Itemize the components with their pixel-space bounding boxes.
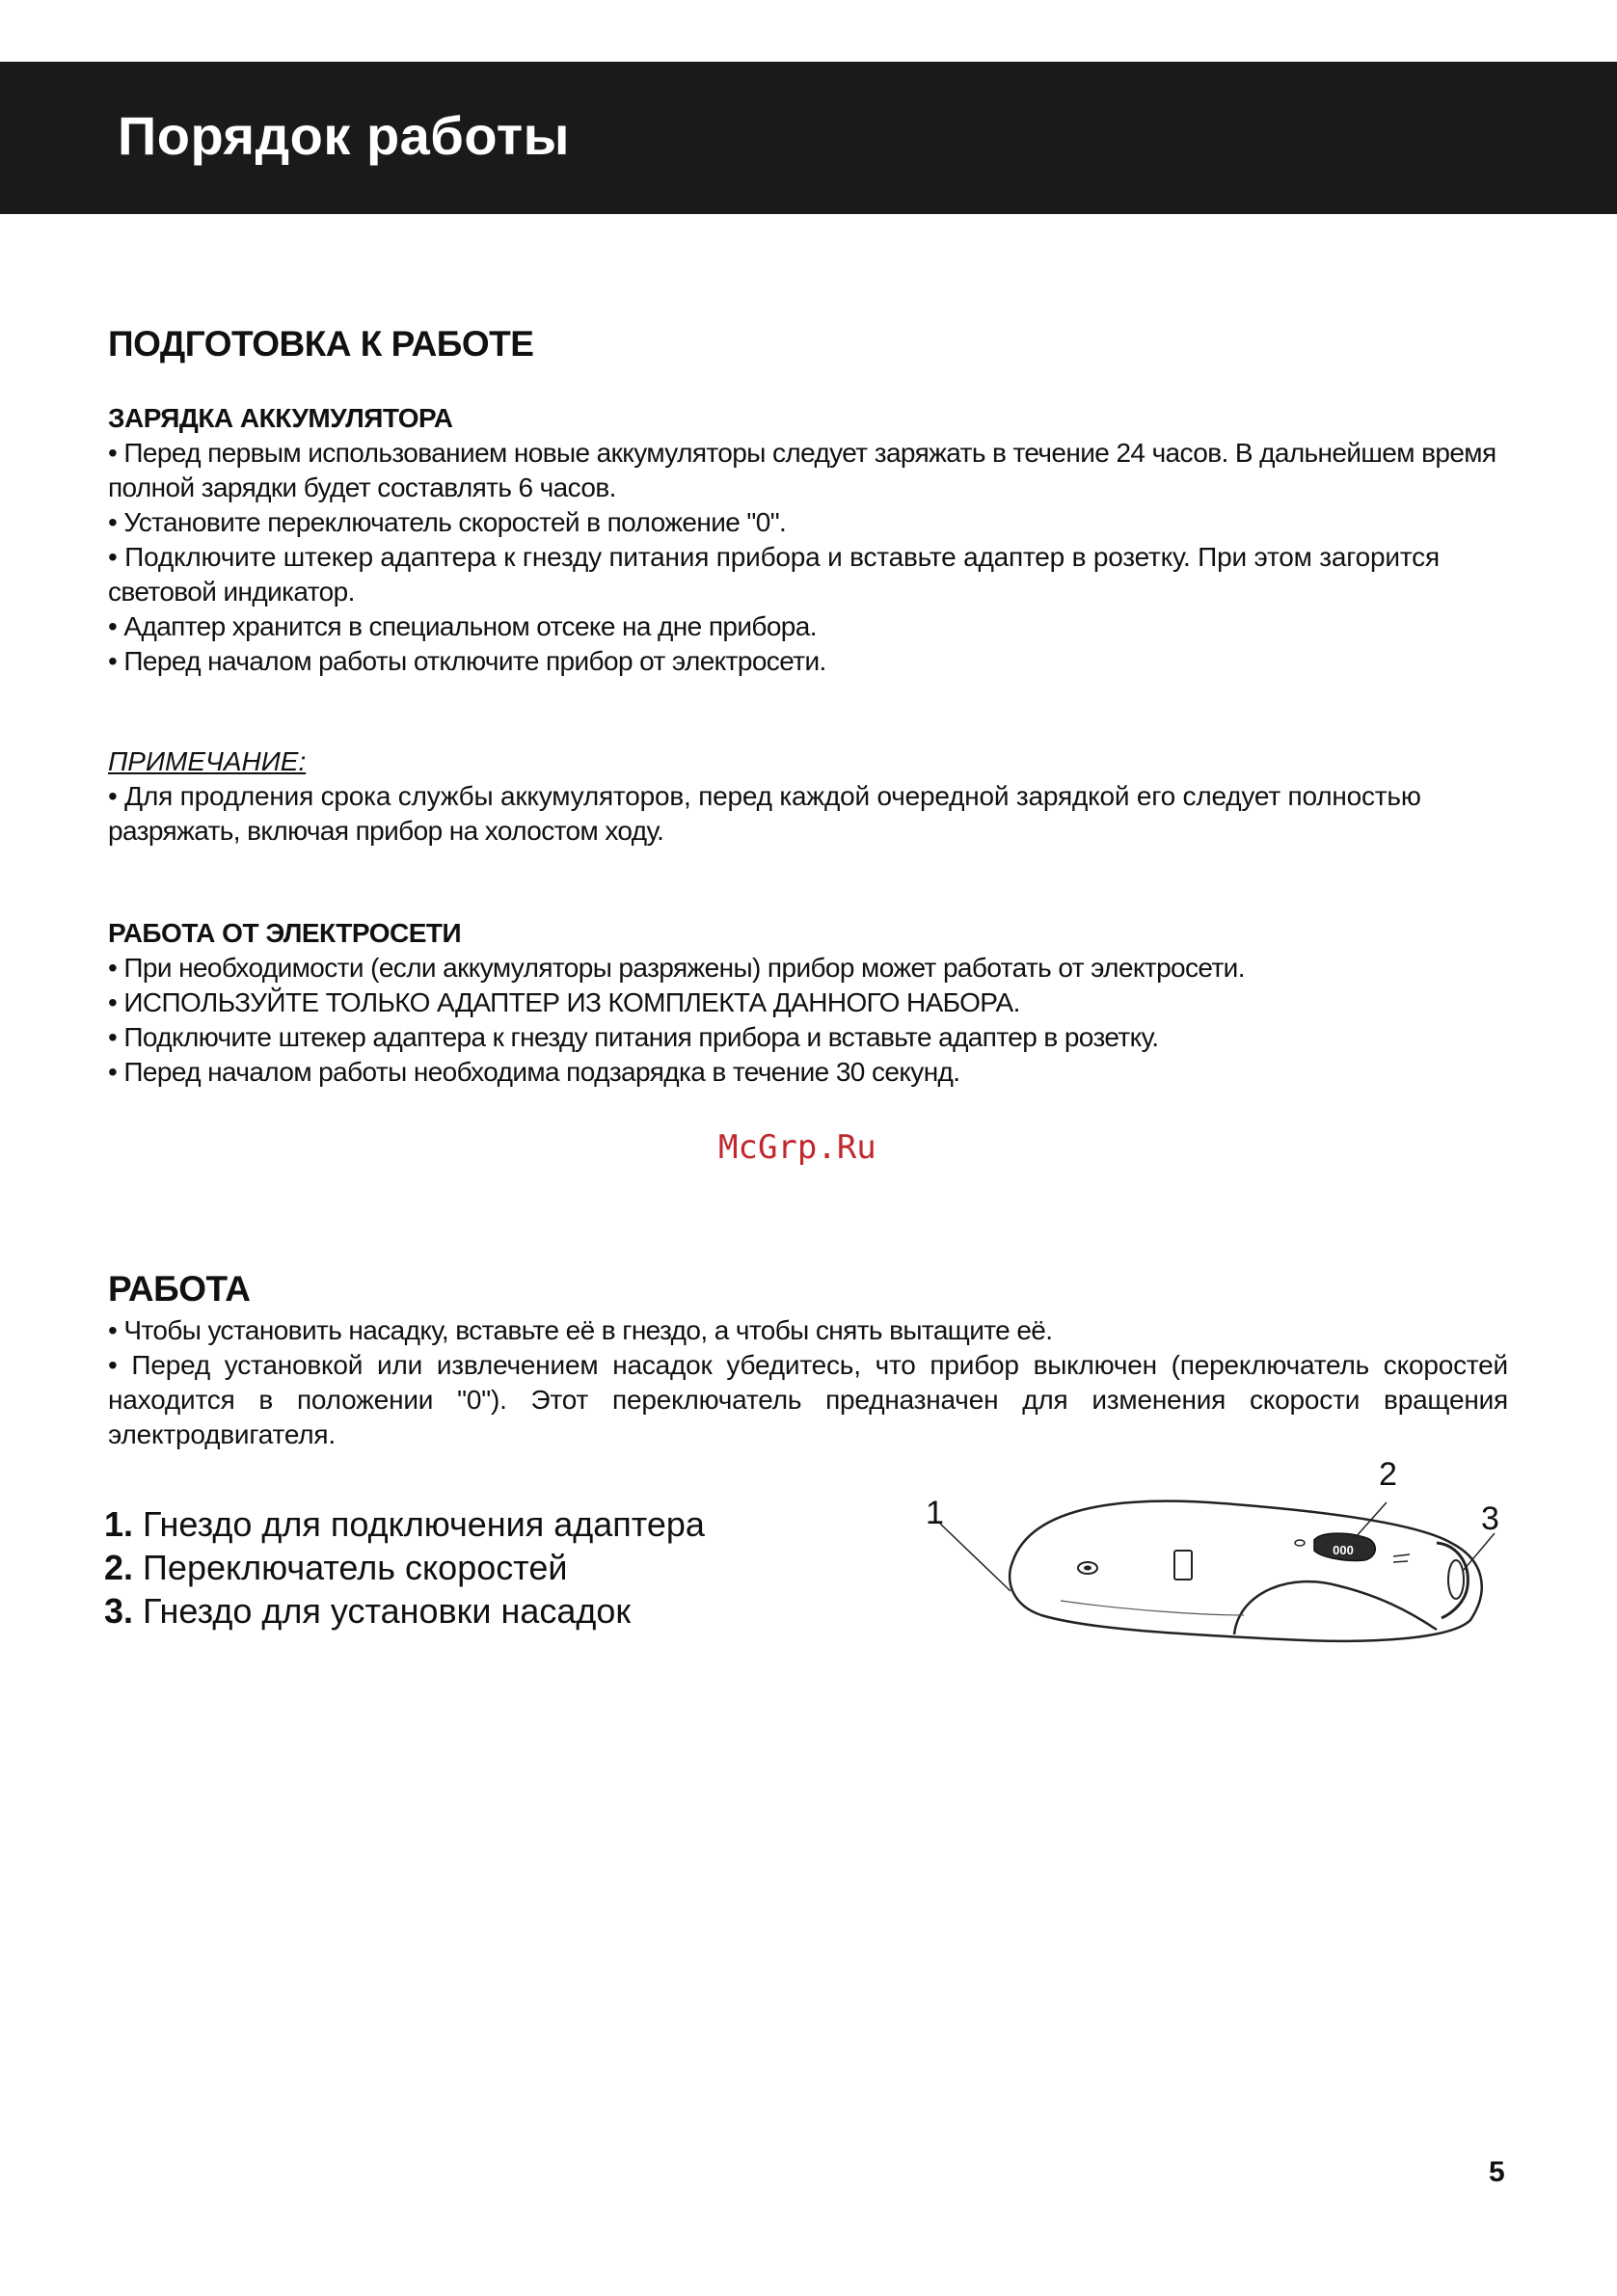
- callout-line-1: [940, 1524, 1011, 1591]
- device-diagram: [916, 1446, 1533, 1668]
- charging-line: • Перед первым использованием новые аккумуляторы следует заряжать в течение 24 часов. В дальнейшем время полной зарядки будет составлять 6 часов.: [108, 438, 1496, 502]
- charging-line: • Подключите штекер адаптера к гнезду питания прибора и вставьте адаптер в розетку. При этом загорится: [108, 542, 1440, 572]
- charging-block: [108, 401, 1508, 679]
- legend-number: 1.: [104, 1504, 134, 1544]
- charging-line: • Перед началом работы отключите прибор от электросети.: [108, 646, 826, 676]
- charging-line: • Адаптер хранится в специальном отсеке на дне прибора.: [108, 611, 817, 641]
- section-title-operation: РАБОТА: [108, 1269, 251, 1309]
- operation-block: [108, 1313, 1508, 1452]
- charging-line: • Установите переключатель скоростей в положение "0".: [108, 507, 787, 537]
- mains-line: • При необходимости (если аккумуляторы разряжены) прибор может работать от электросети.: [108, 953, 1245, 983]
- callout-1: 1: [926, 1495, 944, 1531]
- legend-item: [104, 1546, 705, 1589]
- legend-number: 3.: [104, 1591, 134, 1631]
- legend-item: [104, 1502, 705, 1546]
- callout-line-2: [1355, 1502, 1387, 1538]
- note-line: • Для продления срока службы аккумуляторов, перед каждой очередной зарядкой его следует полностью: [108, 781, 1421, 811]
- adapter-socket-dot: [1084, 1566, 1091, 1571]
- note-line: разряжать, включая прибор на холостом ходу.: [108, 816, 664, 846]
- legend-text: Гнездо для установки насадок: [143, 1591, 632, 1631]
- note-block: [108, 744, 1508, 849]
- watermark[interactable]: McGrp.Ru: [718, 1128, 876, 1167]
- page-title: Порядок работы: [118, 105, 570, 166]
- legend-text: Гнездо для подключения адаптера: [143, 1504, 705, 1544]
- mains-line: • Подключите штекер адаптера к гнезду питания прибора и вставьте адаптер в розетку.: [108, 1022, 1159, 1052]
- charging-title: ЗАРЯДКА АККУМУЛЯТОРА: [108, 403, 453, 433]
- operation-line: • Чтобы установить насадку, вставьте её в гнездо, а чтобы снять вытащите её.: [108, 1315, 1053, 1345]
- section-title-preparation: ПОДГОТОВКА К РАБОТЕ: [108, 324, 534, 364]
- nozzle-collet: [1448, 1560, 1464, 1599]
- charging-line: световой индикатор.: [108, 577, 355, 607]
- device-ridge: [1061, 1601, 1244, 1615]
- mains-block: [108, 916, 1508, 1090]
- callout-2: 2: [1379, 1456, 1397, 1493]
- page-number: 5: [1489, 2156, 1505, 2188]
- legend-text: Переключатель скоростей: [143, 1548, 568, 1587]
- device-grip: [1234, 1581, 1437, 1634]
- note-title: ПРИМЕЧАНИЕ:: [108, 746, 307, 776]
- nozzle-marks: [1393, 1554, 1410, 1562]
- callout-3: 3: [1481, 1500, 1499, 1537]
- mains-title: РАБОТА ОТ ЭЛЕКТРОСЕТИ: [108, 918, 462, 948]
- callout-line-3: [1464, 1533, 1495, 1570]
- mains-line: • Перед началом работы необходима подзарядка в течение 30 секунд.: [108, 1057, 960, 1087]
- indicator-led-icon: [1295, 1540, 1305, 1546]
- legend-item: [104, 1589, 705, 1633]
- parts-legend: [104, 1502, 705, 1633]
- mains-line: • ИСПОЛЬЗУЙТЕ ТОЛЬКО АДАПТЕР ИЗ КОМПЛЕКТА ДАННОГО НАБОРА.: [108, 987, 1020, 1017]
- operation-line: • Перед установкой или извлечением насадок убедитесь, что прибор выключен (переключатель скоростей находится в положении "0"). Этот переключатель предназначен для изменения скорости вращения электродвигателя.: [108, 1350, 1508, 1449]
- speed-switch-label: 000: [1333, 1543, 1354, 1557]
- indicator-window: [1174, 1551, 1192, 1580]
- legend-number: 2.: [104, 1548, 134, 1587]
